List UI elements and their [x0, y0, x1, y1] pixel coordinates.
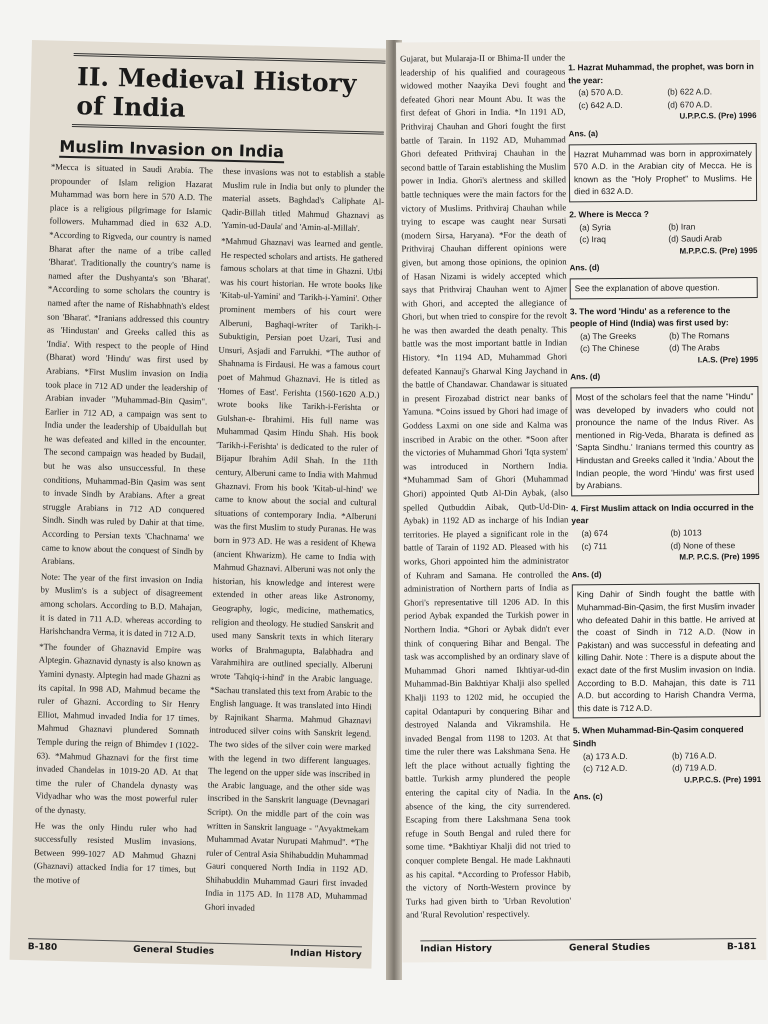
- question-block: [571, 501, 761, 719]
- explanation-box: Most of the scholars feel that the name "Hindu" was developed by invaders who could not pronounce the name of the Indus River. As mentioned in Rig-Veda, Bharata is defined as 'Sapta Sindhu.' Iranians termed this country as Hindustan and Greeks called it 'India.' About the Indian people, the word 'Hindu' was first used by Arabians.: [570, 386, 759, 496]
- paragraph: *The founder of Ghaznavid Empire was Alptegin. Ghaznavid dynasty is also known as Yamini dynasty. Alptegin had made Ghazni as its capital. In 998 AD, Mahmud became the ruler of Ghazni. According to Sir Henry Elliot, Mahmud invaded India for 17 times. Mahmud Ghaznavi plundered Somnath Temple during the reign of Bhimdev I (1022-63). *Mahmud Ghaznavi for the first time invaded Chandelas in 1019-20 AD. At that time the ruler of Chandela dynasty was Vidyadhar who was the most powerful ruler of the dynasty.: [35, 641, 202, 816]
- left-columns: [32, 161, 385, 931]
- paragraph: *Mahmud Ghaznavi was learned and gentle. He respected scholars and artists. He gathered famous scholars at that time in Ghazni. Utbi was his court historian. He wrote books like 'Kitab-ul-Yamini' and 'Tarikh-i-Yamini'. Other prominent members of his court were Alberuni, Baghaqi-writer of Tarikh-i-Subuktigin, Persian poet Uzari, Tusi and Unsuri, Asjadi and Farrukhi. *The author of Shahnama is Firdausi. He was a famous court poet of Mahmud Ghaznavi. He is titled as 'Homes of East'. Ferishta (1560-1620 A.D.) wrote books like Tarikh-i-Ferishta or Gulshan-e- Ibrahimi. His full name was Muhammad Qasim Hindu Shah. His book 'Tarikh-i-Ferishta' is dedicated to the ruler of Bijapur Ibrahim Adil Shah. In the 11th century, Alberuni came to India with Mahmud Ghaznavi. From his book 'Kitab-ul-hind' we came to know about the social and cultural situations of contemporary India. *Alberuni was the first Muslim to study Puranas. He was born in 973 AD. He was a resident of Khewa (ancient Khwarizm). He came to India with Mahmud Ghaznavi. Alberuni was not only the historian, his knowledge and interest were extended in other areas like Astronomy, Geography, logic, medicine, mathematics, religion and theology. He studied Sanskrit and used many Sanskrit texts in which literary works of Brahmagupta, Balabhadra and Varahmihira are outlined specially. Alberuni wrote 'Tahqiq-i-hind' in the Arabic language. *Sachau translated this text from Arabic to the English language. It was translated into Hindi by Rajnikant Sharma. Mahmud Ghaznavi introduced silver coins with Sanskrit legend. The two sides of the silver coin were marked with the legend in two different languages. The legend on the upper side was inscribed in the Arabic language, and the other side was inscribed in the Sanskrit language (Devnagari Script). On the middle part of the coin was written in Sanskrit language - "Avyaktmekam Muhammad Avatar Nurupati Mahmud". *The ruler of Central Asia Shihabuddin Muhammad Gauri conquered North India in 1192 AD. Shihabuddin Muhammad Gauri first invaded India in 1175 AD. In 1178 AD, Muhammad Ghori invaded: [204, 235, 384, 913]
- question-text: 2. Where is Mecca ?: [569, 208, 649, 220]
- question-text: 5. When Muhammad-Bin-Qasim conquered Sindh: [572, 724, 744, 749]
- answer: Ans. (a): [568, 129, 599, 139]
- exam-source: I.A.S. (Pre) 1995: [697, 354, 759, 365]
- footer-chapter: Indian History: [289, 948, 362, 961]
- answer: Ans. (d): [571, 569, 602, 580]
- exam-source: M.P.P.C.S. (Pre) 1995: [679, 245, 758, 256]
- option: (a) 674: [581, 528, 609, 539]
- footer-subject: General Studies: [133, 944, 215, 957]
- options: [570, 329, 758, 355]
- option: (d) 670 A.D.: [667, 99, 713, 110]
- exam-source: U.P.P.C.S. (Pre) 1996: [679, 111, 757, 121]
- question-block: [568, 60, 757, 202]
- right-body-text: Gujarat, but Mularaja-II or Bhima-II under the leadership of his qualified and courageous widowed mother Naayika Devi fought and defeated Ghori near Mount Abu. It was the first defeat of Ghori in India. *In 1191 AD, Prithviraj Chauhan and Ghori fought the first battle of Tarain. In 1192 AD, Muhammad Ghori defeated Prithviraj Chauhan in the second battle of Tarain establishing the Muslim power in India. Ghori's alertness and skilled battle techniques were the main factors for the victory of Muslims. Prithviraj Chauhan while trying to escape was caught near Sursati (modern Sirsa, Haryana). *For the death of Prithviraj Chauhan different opinions were given, but among those opinions, the opinion of Hasan Nizami is widely accepted which says that Prithviraj Chauhan went to Ajmer with Ghori, and accepted the allegiance of Ghori, but when tried to conspire for the revolt he was then awarded the death penalty. This battle was the most important battle in Indian History. *In 1194 AD, Muhammad Ghori defeated Kannauj's Gharwal King Jaychand in the battle of Chandawar. Chandawar is situated in present Firozabad district near banks of Yamuna. *Coins issued by Ghori had image of Goddess Laxmi on one side and Kalma was inscribed in Arabic on the other. *Soon after the victories of Muhammad Ghori 'Iqta system' was introduced in Northern India. *Muhammad Sam of Ghori (Muhammad Ghori) appointed Qutb Al-Din Aybak, (also spelled Qutbuddin Aibak, Qutb-Ud-Din-Aybak) in 1192 AD as incharge of his Indian territories. He played a significant role in the battle of Tarain of 1192 AD. Pleased with his works, Ghori appointed him the administrator of Kuhram and Samana. He controlled the administration of Northern parts of India as Ghori's representative till 1206 AD. In this period Aybak expanded the Turkish power in Northern India. *Ghori or Aybak didn't ever think of conquering Bihar and Bengal. The task was accomplished by an ordinary slave of Muhammad Ghori named Ikhtiyar-ud-din Muhammad-Bin Bakhtiyar Khalji also spelled Khalji 1193 to 1202 mid, he occupied the capital Odantapuri by conquering Bihar and destroyed Nalanda and Vikramshila. He invaded Bengal from 1198 to 1203. At that time the ruler there was Lakshmana Sena. He left the place without actually fighting the battle. Turkish army plundered the people entering the capital city of Nadia. In the absence of the king, the city surrendered. Escaping from there Lakshmana Sena took refuge in South Bengal and ruled there for some time. *Bakhtiyar Khalji did not tried to conquer complete Bengal. He made Lakhnauti as his capital. *According to Professor Habib, the victory of North-Western province by Turks had given birth to 'Urban Revolution' and 'Rural Revolution' respectively.: [400, 52, 572, 920]
- paragraph: these invasions was not to establish a stable Muslim rule in India but only to plunder the material assets. Baghdad's Caliphate Al-Qadir-Billah titled Mahmud Ghaznavi as 'Yamin-ud-Daula' and 'Amin-al-Millah'.: [221, 165, 385, 234]
- option: (c) Iraq: [579, 234, 606, 245]
- page-number: B-181: [726, 942, 757, 953]
- left-column-1: [32, 161, 213, 927]
- page-number: B-180: [27, 942, 58, 953]
- left-footer: [28, 938, 362, 960]
- options: [573, 749, 761, 775]
- exam-source: M.P. P.C.S. (Pre) 1995: [679, 552, 760, 562]
- option: (c) 712 A.D.: [583, 763, 628, 774]
- left-page: [10, 40, 394, 969]
- option: (d) The Arabs: [669, 342, 720, 353]
- option: (d) None of these: [670, 539, 736, 551]
- option: (b) Iran: [668, 220, 696, 232]
- option: (a) Syria: [579, 221, 611, 232]
- paragraph: *Mecca is situated in Saudi Arabia. The propounder of Islam religion Hazarat Muhammad was born here in 570 A.D. The place is a religious pilgrimage for Islamic followers. Muhammad died in 632 A.D. *According to Rigveda, our country is named Bharat after the name of a tribe called 'Bharat'. Traditionally the country's name is named after the Dushyanta's son 'Bharat'. *According to some scholars the country is named after the name of Rishabhnath's eldest son 'Bharat'. *Iranians addressed this country as 'Hindustan' and Greeks called this as 'India'. With respect to the people of Hind (Bharat) word 'Hindu' was first used by Arabians. *First Muslim invasion on India took place in 712 AD under the leadership of Arabian invader "Muhammad-Bin Qasim". Earlier in 712 AD, a campaign was sent to India under the leadership of Ubaidullah but he was defeated and killed in the encounter. The second campaign was headed by Budail, but he was also unsuccessful. In these conditions, Muhammad-Bin Qasim was sent to invade Sindh by Arabians. After a great struggle Arabians in 712 AD conquered Sindh. Sindh was ruled by Dahir at that time. According to Persian texts 'Chachnama' we came to know about the conquest of Sindh by Arabians.: [41, 161, 213, 567]
- option: (c) The Chinese: [580, 343, 640, 354]
- options: [569, 220, 757, 246]
- option: (b) 1013: [670, 527, 702, 538]
- paragraph: Note: The year of the first invasion on India by Muslim's is a subject of disagreement among scholars. According to B.D. Mahajan, it is dated in 711 A.D. whereas according to Harishchandra Verma, it is dated in 712 A.D.: [39, 571, 203, 640]
- question-column: [568, 54, 761, 804]
- option: (a) The Greeks: [580, 330, 637, 341]
- footer-subject: General Studies: [568, 942, 650, 954]
- option: (a) 570 A.D.: [578, 87, 624, 98]
- explanation-box: King Dahir of Sindh fought the battle with Muhammad-Bin-Qasim, the first Muslim invader who defeated Dahir in this battle. He arrived at the coast of Sindh in 712 A.D. (Now in Pakistan) and was successful in defeating and killing Dahir. Note : There is a dispute about the exact date of the first Muslim invasion on India. According to B.D. Mahajan, this date is 711 A.D. but according to Harish Chandra Verma, this date is 712 A.D.: [572, 583, 761, 718]
- option: (c) 642 A.D.: [578, 99, 623, 111]
- answer: Ans. (d): [570, 372, 601, 382]
- question-text: 3. The word 'Hindu' as a reference to the people of Hind (India) was first used by:: [569, 304, 731, 329]
- options: [571, 526, 759, 552]
- explanation-box: See the explanation of above question.: [570, 277, 758, 299]
- question-block: [573, 723, 762, 804]
- option: (b) The Romans: [669, 329, 730, 341]
- question-text: 1. Hazrat Muhammad, the prophet, was born in the year:: [568, 61, 754, 85]
- chapter-title: II. Medieval History of India: [72, 53, 386, 135]
- footer-chapter: Indian History: [420, 943, 493, 955]
- right-page: [396, 40, 766, 963]
- answer: Ans. (d): [569, 263, 600, 273]
- explanation-box: Hazrat Muhammad was born in approximately 570 A.D. in the Arabian city of Mecca. He is known as the "Holy Prophet" to Muslims. He died in 632 A.D.: [569, 143, 757, 203]
- right-footer: [420, 938, 756, 954]
- option: (d) 719 A.D.: [672, 762, 717, 773]
- question-text: 4. First Muslim attack on India occurred in the year: [571, 501, 754, 526]
- paragraph: He was the only Hindu ruler who had successfully resisted Muslim invasions. Between 999-1027 AD Mahmud Ghazni (Ghaznavi) attacked India for 17 times, but the motive of: [33, 819, 197, 886]
- left-column-2: [204, 165, 385, 931]
- section-title: Muslim Invasion on India: [59, 136, 285, 162]
- answer: Ans. (c): [573, 792, 603, 802]
- option: (b) 716 A.D.: [671, 749, 717, 761]
- question-block: [570, 304, 759, 497]
- question-block: [569, 207, 758, 299]
- option: (c) 711: [581, 540, 608, 551]
- exam-source: U.P.P.C.S. (Pre) 1991: [684, 774, 762, 785]
- option: (b) 622 A.D.: [667, 86, 713, 97]
- option: (d) Saudi Arab: [668, 233, 722, 244]
- option: (a) 173 A.D.: [582, 750, 628, 761]
- options: [568, 85, 756, 111]
